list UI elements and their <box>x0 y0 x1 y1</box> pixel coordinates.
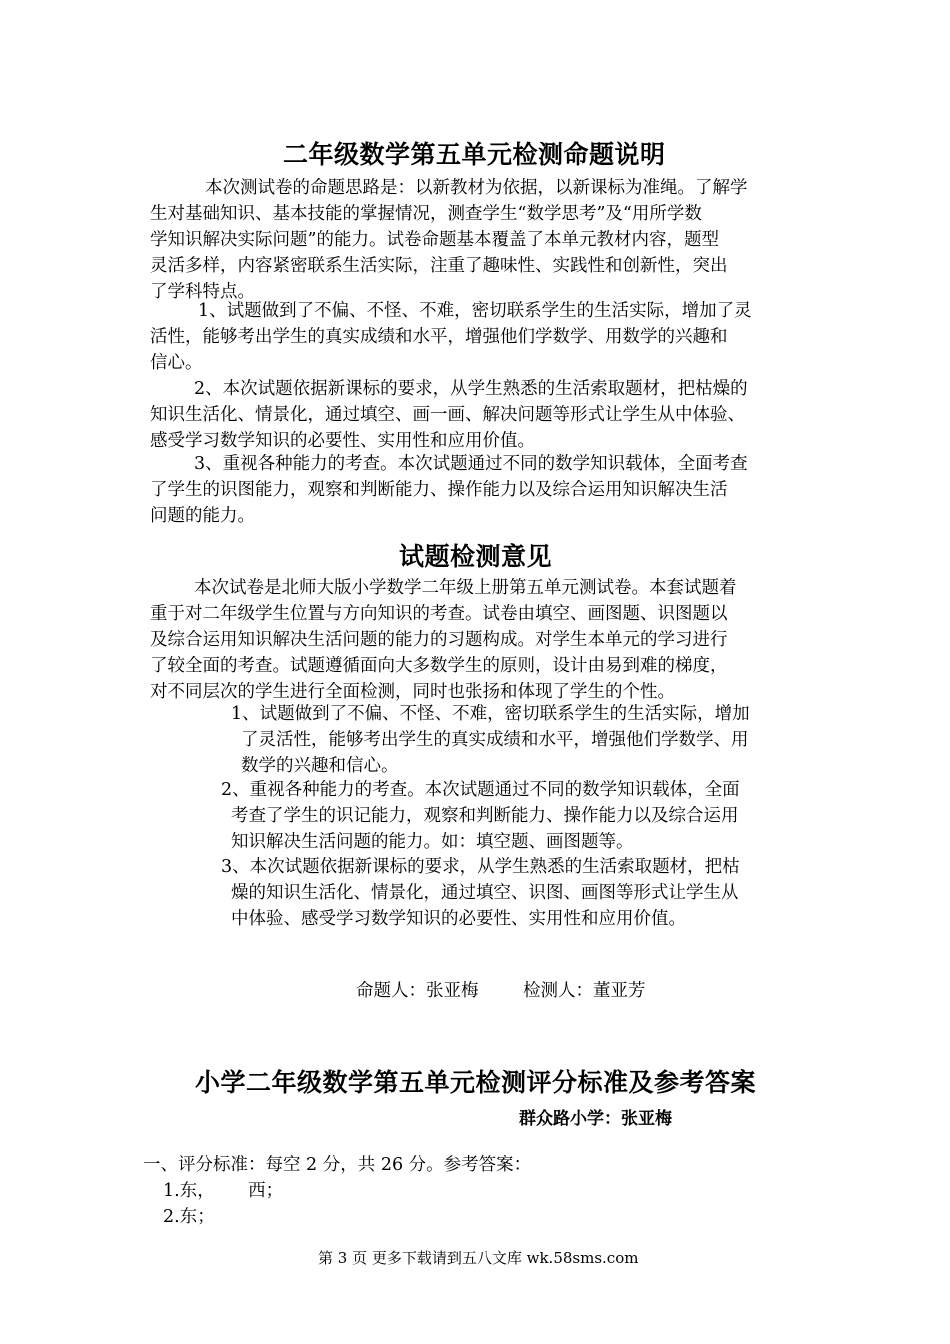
section1-line: 知识生活化、情景化，通过填空、画一画、解决问题等形式让学生从中体验、 <box>150 405 745 425</box>
section1-line: 3、重视各种能力的考查。本次试题通过不同的数学知识载体，全面考查 <box>194 454 748 474</box>
section1-line: 活性，能够考出学生的真实成绩和水平，增强他们学数学、用数学的兴趣和 <box>150 327 728 347</box>
section2-line: 3、本次试题依据新课标的要求，从学生熟悉的生活索取题材，把枯 <box>221 857 740 877</box>
answer-line: 2.东； <box>163 1207 215 1227</box>
section1-line: 了学生的识图能力，观察和判断能力、操作能力以及综合运用知识解决生活 <box>150 480 728 500</box>
section2-title: 试题检测意见 <box>399 542 553 571</box>
section2-line: 考查了学生的识记能力，观察和判断能力、操作能力以及综合运用 <box>231 806 739 826</box>
page-footer: 第 3 页 更多下载请到五八文库 wk.58sms.com <box>318 1249 639 1267</box>
section1-line: 问题的能力。 <box>150 506 255 526</box>
section2-line: 2、重视各种能力的考查。本次试题通过不同的数学知识载体，全面 <box>221 780 740 800</box>
section1-title: 二年级数学第五单元检测命题说明 <box>283 140 666 169</box>
section1-line: 了学科特点。 <box>150 282 255 302</box>
section2-line: 重于对二年级学生位置与方向知识的考查。试卷由填空、画图题、识图题以 <box>150 604 728 624</box>
section2-line: 了较全面的考查。试题遵循面向大多数学生的原则，设计由易到难的梯度， <box>150 656 728 676</box>
section2-line: 数学的兴趣和信心。 <box>241 756 399 776</box>
section2-line: 知识解决生活问题的能力。如：填空题、画图题等。 <box>231 832 634 852</box>
section3-author: 群众路小学：张亚梅 <box>519 1109 672 1129</box>
section2-line: 本次试卷是北师大版小学数学二年级上册第五单元测试卷。本套试题着 <box>194 578 737 598</box>
section2-line: 燥的知识生活化、情景化，通过填空、识图、画图等形式让学生从 <box>231 883 739 903</box>
section1-line: 灵活多样，内容紧密联系生活实际，注重了趣味性、实践性和创新性，突出 <box>150 256 728 276</box>
section2-line: 对不同层次的学生进行全面检测，同时也张扬和体现了学生的个性。 <box>150 682 675 702</box>
section3-title: 小学二年级数学第五单元检测评分标准及参考答案 <box>195 1068 757 1097</box>
signature-line: 命题人：张亚梅 检测人：董亚芳 <box>356 981 646 1001</box>
section1-line: 信心。 <box>150 353 203 373</box>
section2-line: 及综合运用知识解决生活问题的能力的习题构成。对学生本单元的学习进行 <box>150 630 728 650</box>
section1-line: 学知识解决实际问题”的能力。试卷命题基本覆盖了本单元教材内容，题型 <box>150 230 719 250</box>
section2-line: 1、试题做到了不偏、不怪、不难，密切联系学生的生活实际，增加 <box>231 704 750 724</box>
section1-line: 生对基础知识、基本技能的掌握情况，测查学生“数学思考”及“用所学数 <box>150 204 702 224</box>
section1-line: 本次测试卷的命题思路是：以新教材为依据，以新课标为准绳。了解学 <box>205 178 748 198</box>
section2-line: 了灵活性，能够考出学生的真实成绩和水平，增强他们学数学、用 <box>241 730 749 750</box>
section1-line: 1、试题做到了不偏、不怪、不难，密切联系学生的生活实际，增加了灵 <box>198 301 752 321</box>
section1-line: 2、本次试题依据新课标的要求，从学生熟悉的生活索取题材，把枯燥的 <box>194 379 748 399</box>
section2-line: 中体验、感受学习数学知识的必要性、实用性和应用价值。 <box>231 909 686 929</box>
answer-line: 1.东， 西； <box>163 1181 284 1201</box>
section1-line: 感受学习数学知识的必要性、实用性和应用价值。 <box>150 431 535 451</box>
answer-line: 一、评分标准：每空 2 分，共 26 分。参考答案： <box>143 1155 532 1175</box>
